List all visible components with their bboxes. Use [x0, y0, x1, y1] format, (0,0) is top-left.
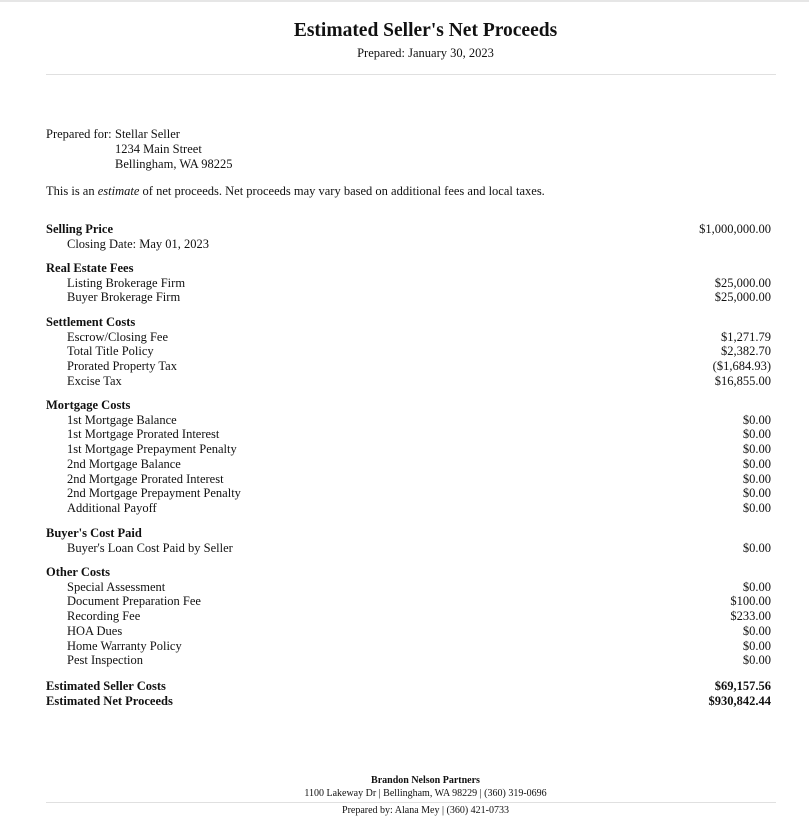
line-item	[46, 442, 771, 457]
totals-block	[46, 679, 771, 708]
line-item	[46, 330, 771, 345]
line-item	[46, 276, 771, 291]
line-item-label: Prorated Property Tax	[67, 359, 177, 374]
line-item	[46, 594, 771, 609]
seller-costs-value: $69,157.56	[714, 679, 771, 693]
line-item	[46, 413, 771, 428]
section-title: Real Estate Fees	[46, 261, 134, 275]
top-border	[0, 0, 809, 2]
line-item-label: Total Title Policy	[67, 344, 154, 359]
disclaimer-text: This is an estimate of net proceeds. Net proceeds may vary based on additional fees and local taxes.	[46, 184, 545, 198]
line-item-value: $25,000.00	[714, 275, 771, 290]
cost-section	[46, 565, 771, 668]
line-item	[46, 580, 771, 595]
line-item-label: Listing Brokerage Firm	[67, 275, 186, 290]
prepared-for-label: Prepared for:	[46, 127, 112, 141]
line-item-label: Excise Tax	[67, 373, 122, 388]
selling-price-label: Selling Price	[46, 222, 113, 236]
net-proceeds-label: Estimated Net Proceeds	[46, 693, 173, 708]
line-item-value: $0.00	[742, 442, 771, 457]
header-divider	[46, 74, 776, 75]
line-item	[46, 653, 771, 668]
line-item-value: $100.00	[730, 594, 771, 609]
client-name: Stellar Seller	[115, 127, 180, 141]
cost-section	[46, 526, 771, 555]
line-item-label: Escrow/Closing Fee	[67, 329, 169, 344]
line-item-value: $0.00	[742, 412, 771, 427]
cost-section	[46, 315, 771, 389]
line-item-value: $25,000.00	[714, 290, 771, 305]
line-item-value: $1,271.79	[721, 329, 771, 344]
line-item-value: $16,855.00	[714, 373, 771, 388]
line-item-value: $0.00	[742, 638, 771, 653]
line-item-label: Pest Inspection	[67, 653, 144, 668]
line-item-value: $0.00	[742, 486, 771, 501]
line-item-value: $0.00	[742, 427, 771, 442]
prepared-by: Prepared by: Alana Mey | (360) 421-0733	[342, 805, 509, 816]
line-item	[46, 624, 771, 639]
cost-section	[46, 261, 771, 305]
line-item-label: HOA Dues	[67, 623, 123, 638]
line-item-value: $0.00	[742, 623, 771, 638]
document-header	[0, 18, 809, 61]
line-item-value: $0.00	[742, 456, 771, 471]
line-item-label: 2nd Mortgage Prepayment Penalty	[67, 486, 241, 501]
line-item	[46, 344, 771, 359]
document-title: Estimated Seller's Net Proceeds	[293, 20, 558, 41]
line-item	[46, 290, 771, 305]
line-item-label: Recording Fee	[67, 609, 141, 624]
cost-section	[46, 398, 771, 516]
selling-price-section	[46, 222, 771, 251]
line-item-label: 1st Mortgage Balance	[67, 412, 177, 427]
footer	[0, 774, 809, 817]
line-item-label: 1st Mortgage Prorated Interest	[67, 427, 220, 442]
estimate-emphasis: estimate	[97, 184, 140, 198]
line-item	[46, 457, 771, 472]
section-title: Other Costs	[46, 565, 111, 579]
line-item-label: 2nd Mortgage Prorated Interest	[67, 471, 224, 486]
line-item	[46, 639, 771, 654]
line-item-value: $0.00	[742, 653, 771, 668]
firm-address: 1100 Lakeway Dr | Bellingham, WA 98229 | (360) 319-0696	[304, 788, 547, 799]
net-proceeds-value: $930,842.44	[708, 693, 771, 708]
line-item-label: Buyer's Loan Cost Paid by Seller	[67, 540, 233, 555]
section-title: Settlement Costs	[46, 315, 136, 329]
section-title: Buyer's Cost Paid	[46, 526, 142, 540]
line-item-label: Additional Payoff	[67, 500, 157, 515]
prepared-date: Prepared: January 30, 2023	[357, 46, 494, 60]
line-item	[46, 374, 771, 389]
line-item-value: $233.00	[730, 609, 771, 624]
prepared-for-block	[46, 127, 232, 172]
line-item-label: 1st Mortgage Prepayment Penalty	[67, 442, 237, 457]
line-item-value: $0.00	[742, 540, 771, 555]
line-item-value: $0.00	[742, 579, 771, 594]
line-item	[46, 359, 771, 374]
line-item-label: Home Warranty Policy	[67, 638, 182, 653]
line-item-value: $0.00	[742, 471, 771, 486]
line-item-label: Document Preparation Fee	[67, 594, 201, 609]
firm-name: Brandon Nelson Partners	[371, 775, 480, 786]
seller-costs-label: Estimated Seller Costs	[46, 679, 166, 693]
line-item-label: Special Assessment	[67, 579, 166, 594]
line-item	[46, 472, 771, 487]
line-item-label: Buyer Brokerage Firm	[67, 290, 181, 305]
line-item-value: ($1,684.93)	[712, 359, 771, 374]
line-item	[46, 427, 771, 442]
selling-price-value: $1,000,000.00	[699, 222, 771, 236]
line-item	[46, 609, 771, 624]
client-address-line2: Bellingham, WA 98225	[115, 157, 233, 171]
line-item-value: $2,382.70	[721, 344, 771, 359]
closing-date: Closing Date: May 01, 2023	[67, 236, 210, 251]
section-title: Mortgage Costs	[46, 398, 131, 412]
line-item	[46, 501, 771, 516]
client-address-line1: 1234 Main Street	[115, 142, 202, 156]
line-item-value: $0.00	[742, 500, 771, 515]
line-item	[46, 541, 771, 556]
line-item-label: 2nd Mortgage Balance	[67, 456, 181, 471]
footer-divider	[46, 802, 776, 803]
line-item	[46, 486, 771, 501]
